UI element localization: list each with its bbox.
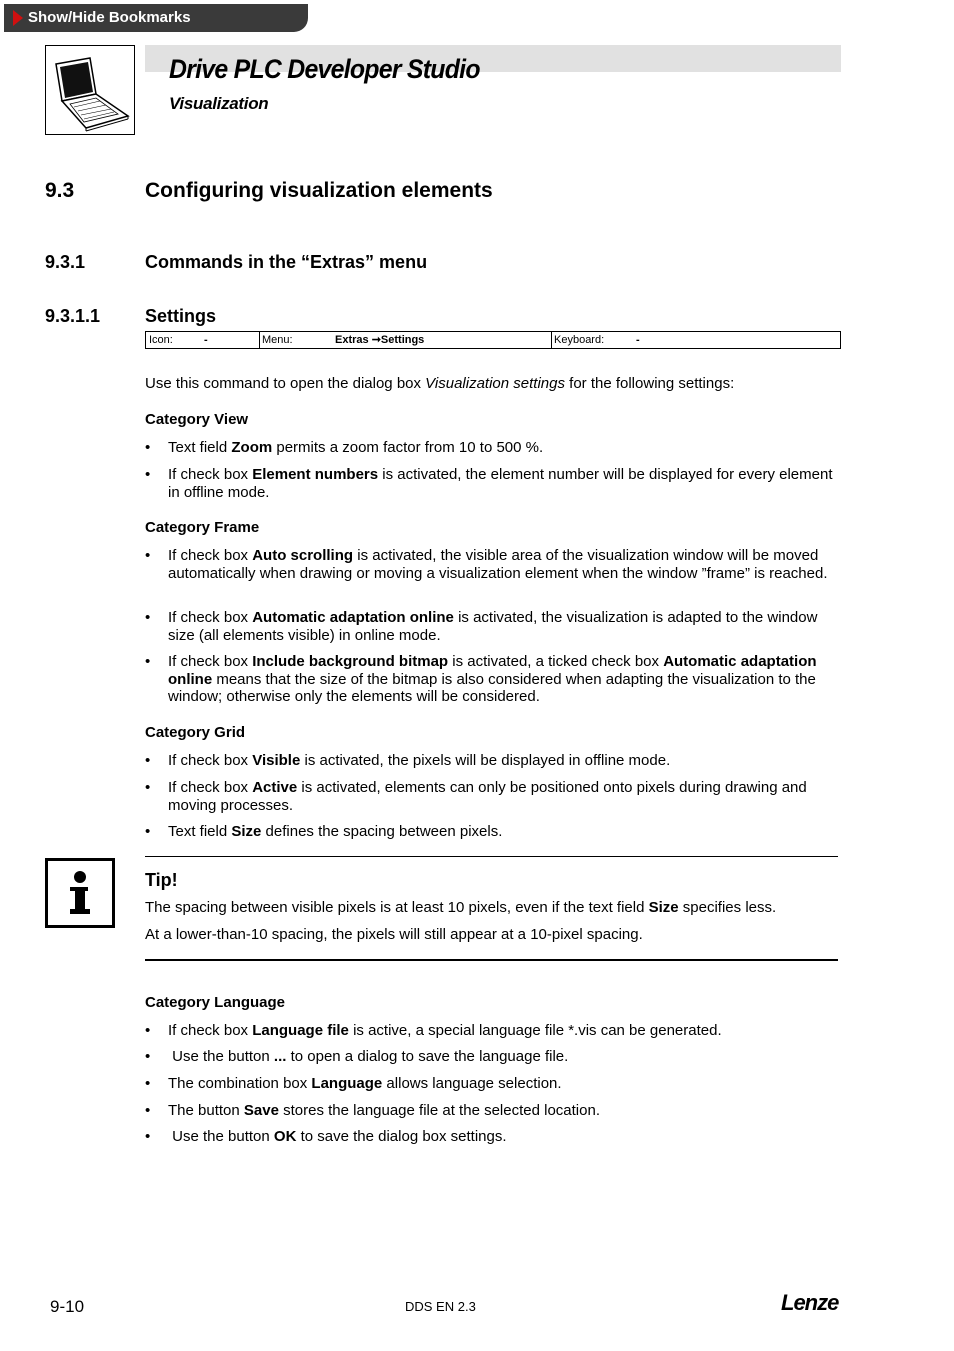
command-table [145,331,841,349]
icon-label: Icon: [149,334,173,346]
subsection-number: 9.3.1 [45,252,86,272]
subsubsection-number: 9.3.1.1 [45,306,101,326]
tip-title: Tip! [145,870,178,890]
info-icon [45,858,115,928]
subsubsection-title: Settings [145,306,217,326]
header-title: Drive PLC Developer Studio [169,54,480,84]
section-number: 9.3 [45,179,75,202]
header-subtitle: Visualization [169,94,269,113]
category-frame-title: Category Frame [145,519,260,536]
doc-id: DDS EN 2.3 [405,1299,476,1314]
tip-bottom-rule [145,959,838,961]
bookmark-arrow-icon [13,10,23,26]
menu-value: Extras ➞Settings [335,334,425,346]
menu-label: Menu: [262,334,293,346]
intro-paragraph [145,375,845,392]
category-grid-title: Category Grid [145,724,246,741]
category-view-title: Category View [145,411,249,428]
laptop-icon [45,45,135,135]
bookmark-label: Show/Hide Bookmarks [28,9,191,26]
page-number: 9-10 [50,1297,85,1316]
tip-top-rule [145,856,838,857]
lenze-logo: Lenze [781,1290,839,1315]
icon-value: - [204,334,208,346]
keyboard-value: - [636,334,640,346]
intro-text: Use this command to open the dialog box [145,375,426,392]
subsection-title: Commands in the “Extras” menu [145,252,428,272]
show-hide-bookmarks-button[interactable] [4,4,308,32]
intro-dialog-name: Visualization settings [425,375,565,392]
tip-line-2: At a lower-than-10 spacing, the pixels will still appear at a 10-pixel spacing. [145,926,643,943]
tip-line-1: The spacing between visible pixels is at least 10 pixels, even if the text field Size specifies less. [145,899,777,916]
category-language-title: Category Language [145,994,286,1011]
intro-text-end: for the following settings: [564,375,735,392]
keyboard-label: Keyboard: [554,334,605,346]
section-title: Configuring visualization elements [145,179,493,202]
